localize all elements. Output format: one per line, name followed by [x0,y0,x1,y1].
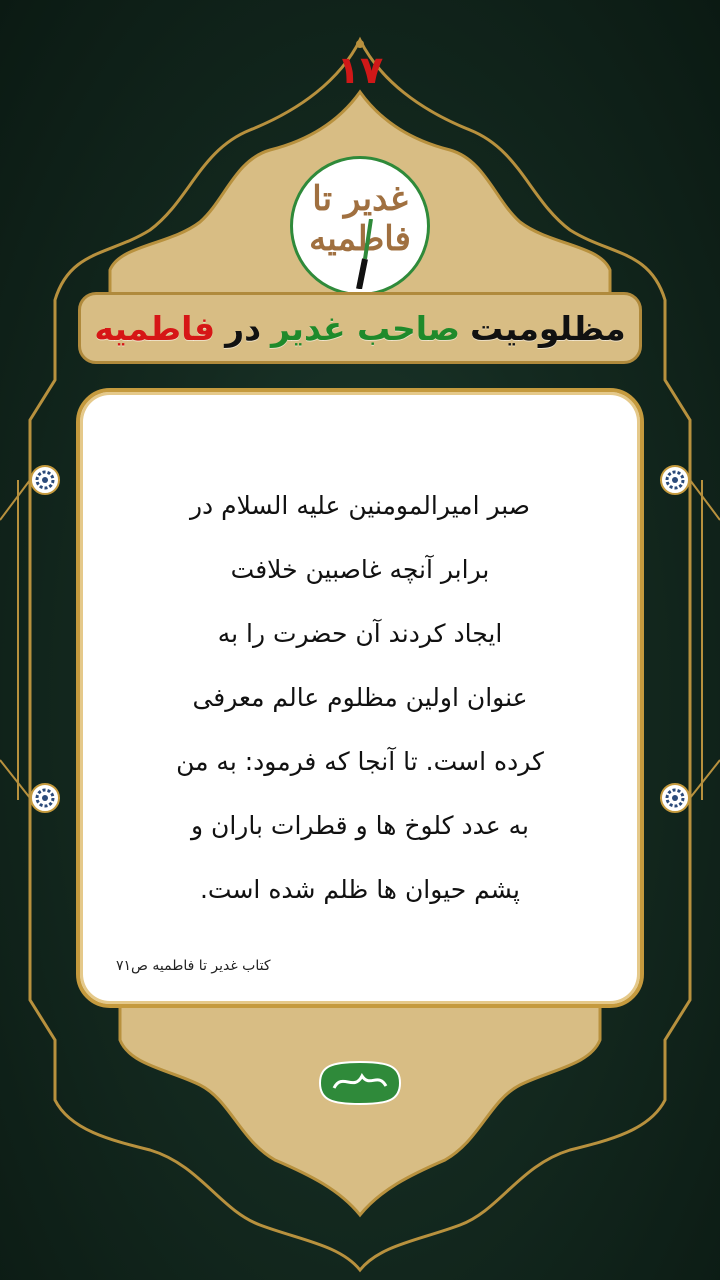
rosette-icon [660,465,690,495]
body-line: برابر آنچه غاصبین خلافت [230,555,490,584]
body-line: صبر امیرالمومنین علیه السلام در [189,491,531,520]
logo-text: غدیر تا فاطمیه [309,179,411,259]
title-part-2: صاحب غدیر [271,308,461,348]
content-card [76,388,644,1008]
rosette-icon [660,783,690,813]
body-line: عنوان اولین مظلوم عالم معرفی [192,683,528,712]
title-part-4: فاطمیه [94,308,216,348]
body-line: پشم حیوان ها ظلم شده است. [199,875,521,904]
page-title [78,292,642,364]
rosette-icon [30,783,60,813]
logo [290,156,430,296]
pen-icon [351,219,381,289]
rosette-icon [30,465,60,495]
body-line: به عدد کلوخ ها و قطرات باران و [190,811,530,840]
title-part-3: در [225,308,262,348]
body-line: ایجاد کردند آن حضرت را به [217,619,503,648]
bottom-logo-badge [312,1058,408,1108]
source-citation: کتاب غدیر تا فاطمیه ص۷۱ [116,958,271,974]
page-number: ۱۷ [336,48,384,92]
body-line: کرده است. تا آنجا که فرمود: به من [176,747,544,776]
body-text [116,474,604,922]
title-part-1: مظلومیت [470,308,626,348]
